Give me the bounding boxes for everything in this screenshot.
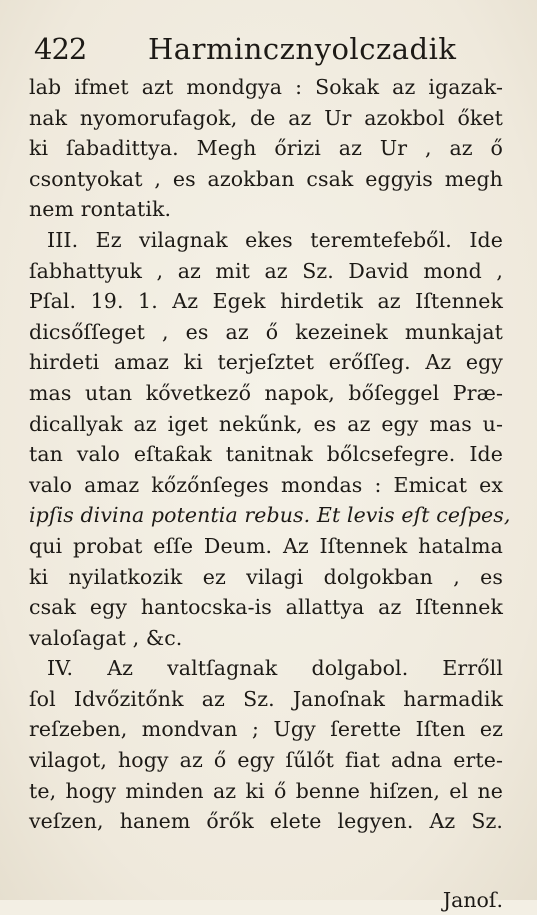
text-line: lab ifmet azt mondgya : Sokak az igazak- [29, 75, 503, 99]
text-line: III. Ez vilagnak ekes teremtefeből. Ide [47, 227, 503, 252]
text-line: ſol Idvőzitőnk az Sz. Janoſnak harmadik [29, 686, 503, 711]
running-title: Harmincznyolczadik [148, 32, 457, 66]
text-line: dicallyak az iget nekűnk, es az egy mas u- [29, 411, 503, 436]
text-line: valo amaz kőzőnſeges mondas : Emicat ex [29, 472, 503, 497]
text-line: ſabhattyuk , az mit az Sz. David mond , [29, 258, 503, 283]
text-line: Pſal. 19. 1. Az Egek hirdetik az Iſtennek [29, 289, 503, 314]
text-line: ki ſabadittya. Megh őrizi az Ur , az ő [29, 136, 503, 161]
text-line: qui probat eſſe Deum. Az Iſtennek hatalma [29, 533, 503, 558]
text-line: ki nyilatkozik ez vilagi dolgokban , es [29, 564, 503, 589]
body-text [29, 72, 511, 912]
text-line: reſzeben, mondvan ; Ugy ſerette Iſten ez [29, 717, 503, 742]
text-line: veſzen, hanem őrők elete legyen. Az Sz. [29, 809, 503, 834]
page-header [34, 28, 504, 72]
catchword: Janoſ. [442, 888, 503, 912]
text-line: tan valo eſtaƙak tanitnak bőlcsefegre. Ide [29, 442, 503, 467]
text-line: IV. Az valtſagnak dolgabol. Errőll [47, 656, 503, 681]
text-line: hirdeti amaz ki terjeſztet erőſſeg. Az egy [29, 350, 503, 375]
page-number: 422 [34, 32, 87, 66]
text-line: csontyokat , es azokban csak eggyis megh [29, 166, 503, 191]
text-line: valoſagat , &c. [29, 625, 183, 650]
text-line: te, hogy minden az ki ő benne hiſzen, el ne [29, 778, 503, 803]
text-line: csak egy hantocska-is allattya az Iſtennek [29, 595, 503, 620]
text-line: nak nyomorufagok, de az Ur azokbol őket [29, 105, 503, 130]
text-line: vilagot, hogy az ő egy ſűlőt fiat adna erte- [29, 748, 503, 773]
text-line: mas utan kővetkező napok, bőſeggel Præ- [29, 380, 503, 405]
text-line: nem rontatik. [29, 197, 172, 222]
text-line: ipſis divina potentia rebus. Et levis eſt ceſpes, [29, 503, 511, 528]
text-line: dicsőſſeget , es az ő kezeinek munkajat [29, 319, 503, 344]
